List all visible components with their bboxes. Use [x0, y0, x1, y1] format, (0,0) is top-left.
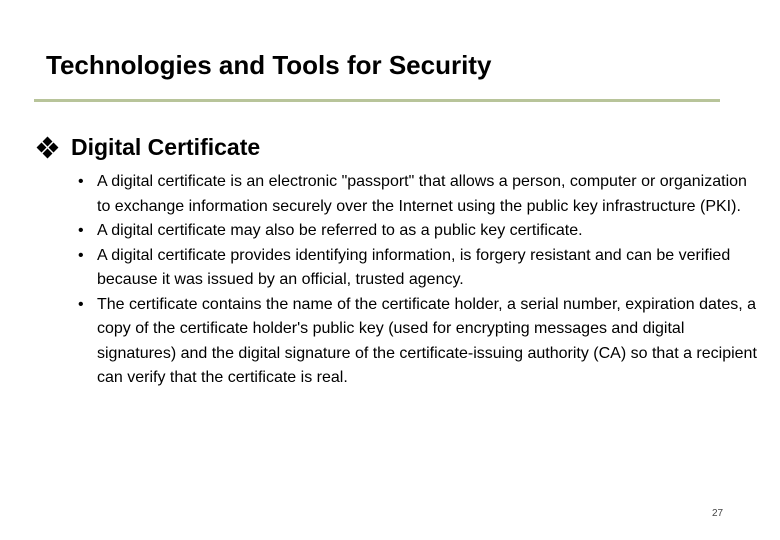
bullet-dot-icon: •	[78, 295, 84, 313]
bullet-dot-icon: •	[78, 222, 84, 239]
page-number: 27	[712, 508, 724, 519]
bullet-list	[78, 170, 758, 391]
bullet-text: The certificate contains the name of the certificate holder, a serial number, expiration dates, a copy of the certificate holder's public key (used for encrypting messages and digital signatures) and the digital signature of the certificate-issuing authority (CA) so that a recipient can verify that the certificate is real.	[97, 295, 757, 386]
bullet-text: A digital certificate provides identifying information, is forgery resistant and can be verified because it was issued by an official, trusted agency.	[97, 246, 731, 288]
section-title: Digital Certificate	[71, 134, 261, 160]
bullet-dot-icon: •	[78, 246, 84, 264]
page-title: Technologies and Tools for Security	[46, 50, 492, 80]
list-item	[78, 244, 758, 293]
title-divider	[34, 99, 720, 102]
bullet-dot-icon: •	[78, 173, 84, 190]
section-heading	[38, 134, 260, 161]
list-item	[78, 219, 758, 244]
bullet-text: A digital certificate is an electronic "passport" that allows a person, computer or organization to exchange information securely over the Internet using the public key infrastructure (PKI).	[97, 173, 747, 215]
list-item	[78, 293, 758, 391]
list-item	[78, 170, 758, 219]
bullet-text: A digital certificate may also be referred to as a public key certificate.	[97, 222, 583, 239]
four-diamond-bullet-icon	[38, 138, 58, 158]
